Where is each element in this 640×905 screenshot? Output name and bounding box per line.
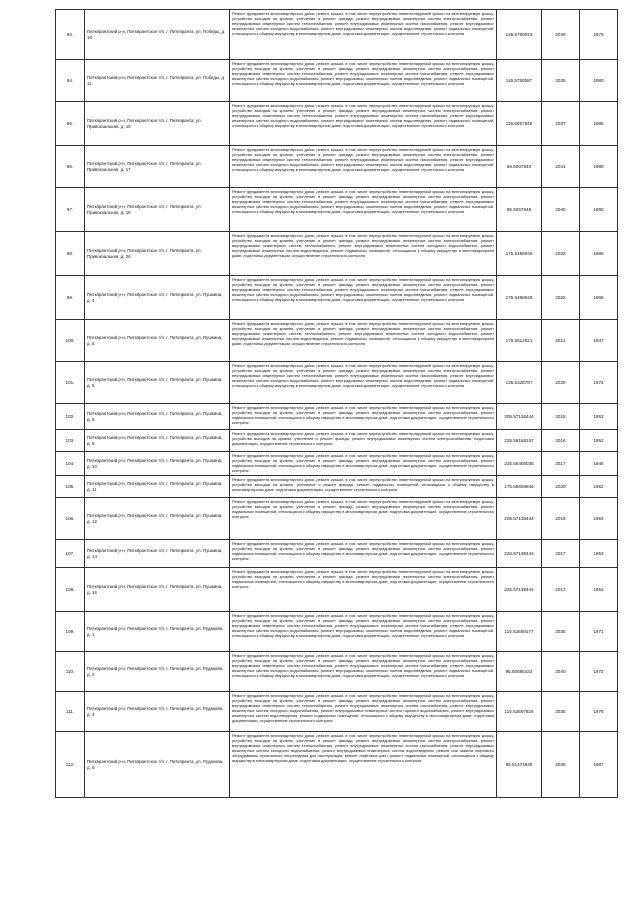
address-cell: Питкярантский р-н, Питкярантское г/п, г. Питкяранта, ул. Пушкина, д. 14 xyxy=(85,540,230,568)
table-body xyxy=(56,10,618,798)
works-cell: Ремонт фундамента многоквартирного дома, ремонт крыши, в том числе переустройство невентилируемой крыши на вентилируемую крышу, устройство выходов на кровлю, утепление и ремонт фасада, ремонт подвальных помещений, относящихся к общему имуществу в многоквартирном доме, подготовка документации, осуществление строительного контроля xyxy=(230,476,497,498)
table-row xyxy=(56,692,618,732)
cost-cell: 225.57138444 xyxy=(497,540,542,568)
year-cell: 2029 xyxy=(542,362,580,404)
built-year-cell: 1947 xyxy=(580,320,618,362)
built-year-cell: 1985 xyxy=(580,232,618,276)
cost-cell: 135.5328787 xyxy=(497,362,542,404)
address-cell: Питкярантский р-н, Питкярантское г/п, г. Питкяранта, ул. Победы, д. 10 xyxy=(85,10,230,60)
built-year-cell: 1953 xyxy=(580,404,618,430)
address-cell: Питкярантский р-н, Питкярантское г/п, г. Питкяранта, ул. Победы, д. 11 xyxy=(85,60,230,102)
table-row xyxy=(56,568,618,612)
table-row xyxy=(56,732,618,798)
address-cell: Питкярантский р-н, Питкярантское г/п, г. Питкяранта, ул. Рудакова, д. 4 xyxy=(85,692,230,732)
address-cell: Питкярантский р-н, Питкярантское г/п, г. Питкяранта, ул. Рудакова, д. 2 xyxy=(85,652,230,692)
built-year-cell: 1972 xyxy=(580,652,618,692)
cost-cell: 225.56168157 xyxy=(497,430,542,452)
address-cell: Питкярантский р-н, Питкярантское г/п, г. Питкяранта, ул. Рудакова, д. 1 xyxy=(85,612,230,652)
works-cell: Ремонт фундамента многоквартирного дома, ремонт крыши, в том числе переустройство невентилируемой крыши на вентилируемую крышу, устройство выходов на кровлю, утепление и ремонт фасада, ремонт внутридомовых инженерных систем электроснабжения, ремонт внутридомовых инженерных систем теплоснабжения, ремонт внутридомовых инженерных систем газоснабжения, ремонт внутридомовых инженерных систем холодного водоснабжения, ремонт внутридомовых инженерных систем водоотведения, ремонт подвальных помещений, относящихся к общему имуществу в многоквартирном доме, подготовка документации, осуществление строительного контроля xyxy=(230,188,497,232)
cost-cell: 175.5512821 xyxy=(497,320,542,362)
row-number: 95. xyxy=(56,102,85,146)
built-year-cell: 1987 xyxy=(580,732,618,798)
row-number: 103. xyxy=(56,430,85,452)
row-number: 100. xyxy=(56,320,85,362)
address-cell: Питкярантский р-н, Питкярантское г/п, г. Питкяранта, ул. Пушкина, д. 16 xyxy=(85,568,230,612)
built-year-cell: 1971 xyxy=(580,612,618,652)
address-cell: Питкярантский р-н, Питкярантское г/п, г. Питкяранта, ул. Пушкина, д. 11 xyxy=(85,476,230,498)
address-cell: Питкярантский р-н, Питкярантское г/п, г. Питкяранта, ул. Привокзальная, д. 19 xyxy=(85,188,230,232)
built-year-cell: 1953 xyxy=(580,498,618,540)
built-year-cell: 1979 xyxy=(580,10,618,60)
row-number: 96. xyxy=(56,146,85,188)
built-year-cell: 1953 xyxy=(580,568,618,612)
built-year-cell: 1989 xyxy=(580,146,618,188)
capital-repair-table xyxy=(55,9,618,798)
built-year-cell: 1990 xyxy=(580,188,618,232)
row-number: 108. xyxy=(56,568,85,612)
cost-cell: 205.57138444 xyxy=(497,498,542,540)
works-cell: Ремонт фундамента многоквартирного дома, ремонт крыши, в том числе переустройство невентилируемой крыши на вентилируемую крышу, устройство выходов на кровлю, утепление и ремонт фасада, ремонт внутридомовых инженерных систем электроснабжения, ремонт подвальных помещений, относящихся к общему имуществу в многоквартирном доме, подготовка документации, осуществление строительного контроля xyxy=(230,498,497,540)
works-cell: Ремонт фундамента многоквартирного дома, ремонт крыши, в том числе переустройство невентилируемой крыши на вентилируемую крышу, устройство выходов на кровлю, утепление и ремонт фасада, ремонт внутридомовых инженерных систем электроснабжения, ремонт внутридомовых инженерных систем теплоснабжения, ремонт внутридомовых инженерных систем газоснабжения, ремонт внутридомовых инженерных систем холодного водоснабжения, ремонт внутридомовых инженерных систем водоотведения, ремонт подвальных помещений, относящихся к общему имуществу в многоквартирном доме, подготовка документации, осуществление строительного контроля xyxy=(230,146,497,188)
address-cell: Питкярантский р-н, Питкярантское г/п, г. Питкяранта, ул. Пушкина, д. 12 xyxy=(85,498,230,540)
year-cell: 2022 xyxy=(542,232,580,276)
row-number: 105. xyxy=(56,476,85,498)
table-row xyxy=(56,652,618,692)
table-row xyxy=(56,430,618,452)
cost-cell: 175.55608846 xyxy=(497,476,542,498)
works-cell: Ремонт фундамента многоквартирного дома, ремонт крыши, в том числе переустройство невентилируемой крыши на вентилируемую крышу, устройство выходов на кровлю, утепление и ремонт фасада, ремонт внутридомовых инженерных систем электроснабжения, ремонт подвальных помещений, относящихся к общему имуществу в многоквартирном доме, подготовка документации, осуществление строительного контроля xyxy=(230,452,497,476)
year-cell: 2017 xyxy=(542,540,580,568)
built-year-cell: 1985 xyxy=(580,102,618,146)
table-row xyxy=(56,476,618,498)
works-cell: Ремонт фундамента многоквартирного дома, ремонт крыши, в том числе переустройство невентилируемой крыши на вентилируемую крышу, устройство выходов на кровлю, утепление и ремонт фасада, ремонт внутридомовых инженерных систем электроснабжения, ремонт внутридомовых инженерных систем теплоснабжения, ремонт внутридомовых инженерных систем газоснабжения, ремонт внутридомовых инженерных систем холодного водоснабжения, ремонт внутридомовых инженерных систем водоотведения, ремонт подвальных помещений, относящихся к общему имуществу в многоквартирном доме, подготовка документации, осуществление строительного контроля xyxy=(230,276,497,320)
cost-cell: 115.52587626 xyxy=(497,692,542,732)
address-cell: Питкярантский р-н, Питкярантское г/п, г. Питкяранта, ул. Привокзальная, д. 15 xyxy=(85,102,230,146)
year-cell: 2041 xyxy=(542,146,580,188)
table-row xyxy=(56,276,618,320)
year-cell: 2017 xyxy=(542,452,580,476)
row-number: 98. xyxy=(56,232,85,276)
year-cell: 2018 xyxy=(542,404,580,430)
row-number: 104. xyxy=(56,452,85,476)
address-cell: Питкярантский р-н, Питкярантское г/п, г. Питкяранта, ул. Рудакова, д. 6 xyxy=(85,732,230,798)
cost-cell: 115.52659177 xyxy=(497,612,542,652)
row-number: 99. xyxy=(56,276,85,320)
works-cell: Ремонт фундамента многоквартирного дома, ремонт крыши, в том числе переустройство невентилируемой крыши на вентилируемую крышу, устройство выходов на кровлю, утепление и ремонт фасада, ремонт внутридомовых инженерных систем электроснабжения, подготовка документации, осуществление строительного контроля xyxy=(230,430,497,452)
year-cell: 2022 xyxy=(542,276,580,320)
year-cell: 2018 xyxy=(542,498,580,540)
works-cell: Ремонт фундамента многоквартирного дома, ремонт крыши, в том числе переустройство невентилируемой крыши на вентилируемую крышу, устройство выходов на кровлю, утепление и ремонт фасада, ремонт внутридомовых инженерных систем электроснабжения, ремонт внутридомовых инженерных систем теплоснабжения, ремонт внутридомовых инженерных систем газоснабжения, ремонт внутридомовых инженерных систем холодного водоснабжения, ремонт внутридомовых инженерных систем горячего водоснабжения, ремонт внутридомовых инженерных систем водоотведения, ремонт подвальных помещений, относящихся к общему имуществу в многоквартирном доме, подготовка документации, осуществление строительного контроля xyxy=(230,692,497,732)
row-number: 97. xyxy=(56,188,85,232)
table-row xyxy=(56,10,618,60)
built-year-cell: 1976 xyxy=(580,692,618,732)
row-number: 110. xyxy=(56,652,85,692)
cost-cell: 95.5057848 xyxy=(497,188,542,232)
table-row xyxy=(56,60,618,102)
works-cell: Ремонт фундамента многоквартирного дома, ремонт крыши, в том числе переустройство невентилируемой крыши на вентилируемую крышу, устройство выходов на кровлю, утепление и ремонт фасада, ремонт внутридомовых инженерных систем электроснабжения, ремонт внутридомовых инженерных систем теплоснабжения, ремонт внутридомовых инженерных систем газоснабжения, ремонт внутридомовых инженерных систем холодного водоснабжения, ремонт внутридомовых инженерных систем водоотведения, ремонт подвальных помещений, относящихся к общему имуществу в многоквартирном доме, подготовка документации, осуществление строительного контроля xyxy=(230,102,497,146)
cost-cell: 95.5007840 xyxy=(497,146,542,188)
row-number: 107. xyxy=(56,540,85,568)
cost-cell: 135.5760023 xyxy=(497,10,542,60)
year-cell: 2021 xyxy=(542,320,580,362)
cost-cell: 115.5750587 xyxy=(497,60,542,102)
works-cell: Ремонт фундамента многоквартирного дома, ремонт крыши, в том числе переустройство невентилируемой крыши на вентилируемую крышу, устройство выходов на кровлю, утепление и ремонт фасада, ремонт внутридомовых инженерных систем электроснабжения, ремонт внутридомовых инженерных систем теплоснабжения, ремонт внутридомовых инженерных систем газоснабжения, ремонт внутридомовых инженерных систем холодного водоснабжения, ремонт внутридомовых инженерных систем водоотведения, ремонт подвальных помещений, относящихся к общему имуществу в многоквартирном доме, подготовка документации, осуществление строительного контроля xyxy=(230,362,497,404)
address-cell: Питкярантский р-н, Питкярантское г/п, г. Питкяранта, ул. Пушкина, д. 4 xyxy=(85,276,230,320)
address-cell: Питкярантский р-н, Питкярантское г/п, г. Питкяранта, ул. Привокзальная, д. 26 xyxy=(85,232,230,276)
row-number: 106. xyxy=(56,498,85,540)
works-cell: Ремонт фундамента многоквартирного дома, ремонт крыши, в том числе переустройство невентилируемой крыши на вентилируемую крышу, устройство выходов на кровлю, утепление и ремонт фасада, ремонт внутридомовых инженерных систем электроснабжения, ремонт внутридомовых инженерных систем теплоснабжения, ремонт внутридомовых инженерных систем газоснабжения, ремонт внутридомовых инженерных систем холодного водоснабжения, ремонт внутридомовых инженерных систем водоотведения, ремонт подвальных помещений, относящихся к общему имуществу в многоквартирном доме, подготовка документации, осуществление строительного контроля xyxy=(230,652,497,692)
table-row xyxy=(56,362,618,404)
year-cell: 2030 xyxy=(542,10,580,60)
year-cell: 2037 xyxy=(542,102,580,146)
table-row xyxy=(56,102,618,146)
row-number: 94. xyxy=(56,60,85,102)
year-cell: 2035 xyxy=(542,60,580,102)
works-cell: Ремонт фундамента многоквартирного дома, ремонт крыши, в том числе переустройство невентилируемой крыши на вентилируемую крышу, устройство выходов на кровлю, утепление и ремонт фасада, ремонт внутридомовых инженерных систем электроснабжения, ремонт подвальных помещений, относящихся к общему имуществу в многоквартирном доме, подготовка документации, осуществление строительного контроля xyxy=(230,404,497,430)
cost-cell: 225.57138444 xyxy=(497,568,542,612)
row-number: 112. xyxy=(56,732,85,798)
works-cell: Ремонт фундамента многоквартирного дома, ремонт крыши, в том числе переустройство невентилируемой крыши на вентилируемую крышу, устройство выходов на кровлю, утепление и ремонт фасада, ремонт внутридомовых инженерных систем электроснабжения, ремонт внутридомовых инженерных систем теплоснабжения, ремонт внутридомовых инженерных систем газоснабжения, ремонт внутридомовых инженерных систем холодного водоснабжения, ремонт внутридомовых инженерных систем водоотведения, ремонт подвальных помещений, относящихся к общему имуществу в многоквартирном доме, подготовка документации, осуществление строительного контроля xyxy=(230,60,497,102)
cost-cell: 95.50686432 xyxy=(497,652,542,692)
built-year-cell: 1953 xyxy=(580,540,618,568)
row-number: 109. xyxy=(56,612,85,652)
table-row xyxy=(56,320,618,362)
table-row xyxy=(56,540,618,568)
year-cell: 2020 xyxy=(542,476,580,498)
cost-cell: 225.56406035 xyxy=(497,452,542,476)
address-cell: Питкярантский р-н, Питкярантское г/п, г. Питкяранта, ул. Пушкина, д. 6 xyxy=(85,362,230,404)
built-year-cell: 1952 xyxy=(580,476,618,498)
works-cell: Ремонт фундамента многоквартирного дома, ремонт крыши, в том числе переустройство невентилируемой крыши на вентилируемую крышу, устройство выходов на кровлю, утепление и ремонт фасада, ремонт внутридомовых инженерных систем электроснабжения, ремонт подвальных помещений, относящихся к общему имуществу в многоквартирном доме, подготовка документации, осуществление строительного контроля xyxy=(230,568,497,612)
year-cell: 2016 xyxy=(542,430,580,452)
address-cell: Питкярантский р-н, Питкярантское г/п, г. Питкяранта, ул. Пушкина, д. 8 xyxy=(85,404,230,430)
built-year-cell: 1946 xyxy=(580,452,618,476)
works-cell: Ремонт фундамента многоквартирного дома, ремонт крыши, в том числе переустройство невентилируемой крыши на вентилируемую крышу, устройство выходов на кровлю, утепление и ремонт фасада, ремонт внутридомовых инженерных систем электроснабжения, ремонт внутридомовых инженерных систем теплоснабжения, ремонт внутридомовых инженерных систем газоснабжения, ремонт внутридомовых инженерных систем холодного водоснабжения, ремонт внутридомовых инженерных систем водоотведения, ремонт подвальных помещений, относящихся к общему имуществу в многоквартирном доме, подготовка документации, осуществление строительного контроля xyxy=(230,612,497,652)
row-number: 101. xyxy=(56,362,85,404)
year-cell: 2040 xyxy=(542,652,580,692)
works-cell: Ремонт фундамента многоквартирного дома, ремонт крыши, в том числе переустройство невентилируемой крыши на вентилируемую крышу, устройство выходов на кровлю, утепление и ремонт фасада, ремонт внутридомовых инженерных систем электроснабжения, ремонт подвальных помещений, относящихся к общему имуществу в многоквартирном доме, подготовка документации, осуществление строительного контроля xyxy=(230,540,497,568)
table-row xyxy=(56,498,618,540)
cost-cell: 175.5458948 xyxy=(497,276,542,320)
year-cell: 2035 xyxy=(542,692,580,732)
built-year-cell: 1952 xyxy=(580,430,618,452)
row-number: 102. xyxy=(56,404,85,430)
works-cell: Ремонт фундамента многоквартирного дома, ремонт крыши, в том числе переустройство невентилируемой крыши на вентилируемую крышу, устройство выходов на кровлю, утепление и ремонт фасада, ремонт внутридомовых инженерных систем электроснабжения, ремонт внутридомовых инженерных систем теплоснабжения, ремонт внутридомовых инженерных систем газоснабжения, ремонт внутридомовых инженерных систем холодного водоснабжения, ремонт внутридомовых инженерных систем водоотведения, ремонт или замена лифтового оборудования, признанного непригодным для эксплуатации, ремонт лифтовых шахт, ремонт подвальных помещений, относящихся к общему имуществу в многоквартирном доме, подготовка документации, осуществление строительного контроля xyxy=(230,732,497,798)
row-number: 111. xyxy=(56,692,85,732)
year-cell: 2017 xyxy=(542,568,580,612)
table-row xyxy=(56,146,618,188)
built-year-cell: 1966 xyxy=(580,276,618,320)
table-row xyxy=(56,452,618,476)
built-year-cell: 1980 xyxy=(580,60,618,102)
cost-cell: 115.5057848 xyxy=(497,102,542,146)
table-row xyxy=(56,404,618,430)
address-cell: Питкярантский р-н, Питкярантское г/п, г. Питкяранта, ул. Привокзальная, д. 17 xyxy=(85,146,230,188)
built-year-cell: 1972 xyxy=(580,362,618,404)
year-cell: 2039 xyxy=(542,732,580,798)
address-cell: Питкярантский р-н, Питкярантское г/п, г. Питкяранта, ул. Пушкина, д. 9 xyxy=(85,430,230,452)
year-cell: 2040 xyxy=(542,188,580,232)
works-cell: Ремонт фундамента многоквартирного дома, ремонт крыши, в том числе переустройство невентилируемой крыши на вентилируемую крышу, устройство выходов на кровлю, утепление и ремонт фасада, ремонт внутридомовых инженерных систем электроснабжения, ремонт внутридомовых инженерных систем теплоснабжения, ремонт внутридомовых инженерных систем холодного водоснабжения, ремонт внутридомовых инженерных систем водоотведения, ремонт подвальных помещений, относящихся к общему имуществу в многоквартирном доме, подготовка документации, осуществление строительного контроля xyxy=(230,232,497,276)
year-cell: 2035 xyxy=(542,612,580,652)
cost-cell: 175.5458948 xyxy=(497,232,542,276)
works-cell: Ремонт фундамента многоквартирного дома, ремонт крыши, в том числе переустройство невентилируемой крыши на вентилируемую крышу, устройство выходов на кровлю, утепление и ремонт фасада, ремонт внутридомовых инженерных систем электроснабжения, ремонт внутридомовых инженерных систем теплоснабжения, ремонт внутридомовых инженерных систем холодного водоснабжения, ремонт внутридомовых инженерных систем водоотведения, ремонт подвальных помещений, относящихся к общему имуществу в многоквартирном доме, подготовка документации, осуществление строительного контроля xyxy=(230,320,497,362)
cost-cell: 205.57138444 xyxy=(497,404,542,430)
address-cell: Питкярантский р-н, Питкярантское г/п, г. Питкяранта, ул. Пушкина, д. 10 xyxy=(85,452,230,476)
cost-cell: 95.51473648 xyxy=(497,732,542,798)
address-cell: Питкярантский р-н, Питкярантское г/п, г. Питкяранта, ул. Пушкина, д. 5 xyxy=(85,320,230,362)
table-row xyxy=(56,612,618,652)
table-row xyxy=(56,232,618,276)
works-cell: Ремонт фундамента многоквартирного дома, ремонт крыши, в том числе переустройство невентилируемой крыши на вентилируемую крышу, устройство выходов на кровлю, утепление и ремонт фасада, ремонт внутридомовых инженерных систем электроснабжения, ремонт внутридомовых инженерных систем теплоснабжения, ремонт внутридомовых инженерных систем газоснабжения, ремонт внутридомовых инженерных систем холодного водоснабжения, ремонт внутридомовых инженерных систем водоотведения, ремонт подвальных помещений, относящихся к общему имуществу в многоквартирном доме, подготовка документации, осуществление строительного контроля xyxy=(230,10,497,60)
row-number: 93. xyxy=(56,10,85,60)
table-row xyxy=(56,188,618,232)
